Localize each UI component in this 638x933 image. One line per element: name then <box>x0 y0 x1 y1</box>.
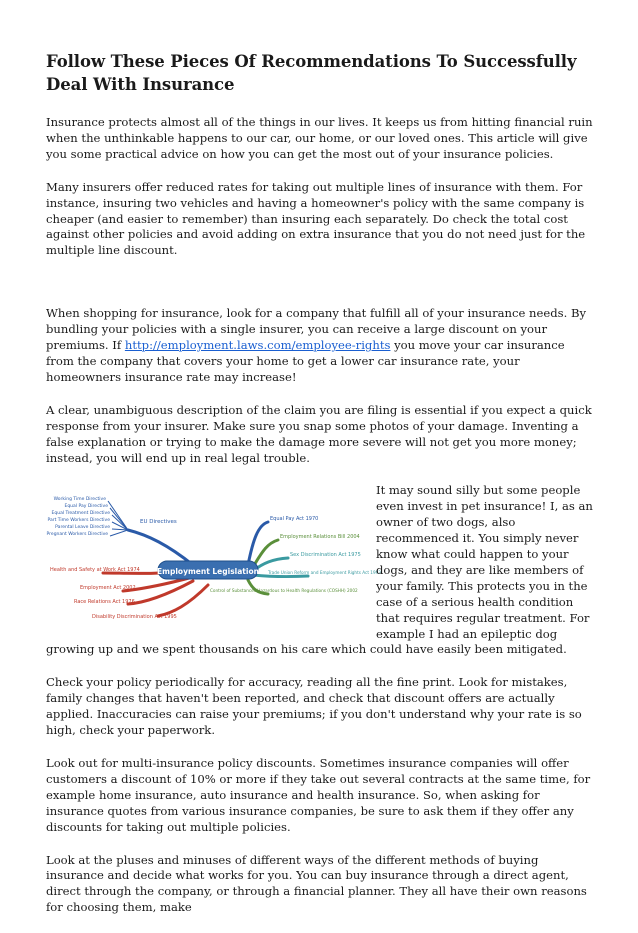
eu-item-2: Equal Pay Directive <box>64 504 108 510</box>
paragraph-8: Look at the pluses and minuses of different ways of the different methods of buying insurance and decide what works for you. You can buy insurance through a direct agent, direct through the company, or through a financial planner. They all have their own reasons for choosing them, make <box>46 852 587 915</box>
center-label: Employment Legislation <box>157 567 259 577</box>
left-branch-1: Health and Safety at Work Act 1974 <box>50 567 140 574</box>
paragraph-7: Look out for multi-insurance policy discounts. Sometimes insurance companies will offer customers a discount of 10% or more if they take out several contracts at the same time, for example home insurance, auto insurance and health insurance. So, when asking for insurance quotes from various insurance companies, be sure to ask them if they offer any discounts for taking out multiple policies. <box>46 756 591 834</box>
eu-item-3: Equal Treatment Directive <box>51 511 110 517</box>
right-branch-4: Trade Union Reform and Employment Rights Act 1993 <box>268 570 381 576</box>
paragraph-4: A clear, unambiguous description of the claim you are filing is essential if you expect a quick response from your insurer. Make sure you snap some photos of your damage. Inventing a false explanation or trying to make the damage more severe will not get you more money; instead, you will end up in real legal trouble. <box>46 402 592 465</box>
eu-item-1: Working Time Directive <box>53 497 106 503</box>
eu-item-5: Parental Leave Directive <box>55 525 110 531</box>
paragraph-2: Many insurers offer reduced rates for taking out multiple lines of insurance with them. For instance, insuring two vehicles and having a homeowner's policy with the same company is cheaper (and easier to remember) than insuring each separately. Do check the total cost against other policies and avoid adding on extra insurance that you do not need just for the multiple line discount. <box>46 179 586 258</box>
branch-disability <box>158 585 208 616</box>
eu-item-6: Pregnant Workers Directive <box>46 532 108 538</box>
paragraph-3-text-a: When shopping for insurance, look for a company that fulfill all of your insurance needs. By bundling your policies with a single insurer, you can receive a large discount on your premiums. If <box>46 306 587 353</box>
page-title: Follow These Pieces Of Recommendations To Successfully Deal With Insurance <box>46 52 577 94</box>
branch-tradeunion <box>253 575 308 577</box>
left-branch-4: Disability Discrimination Act 1995 <box>92 614 177 621</box>
right-branch-5: Control of Substances Hazardous to Health Regulations (COSHH) 2002 <box>210 588 358 594</box>
spacer <box>46 276 594 306</box>
right-branch-2: Employment Relations Bill 2004 <box>280 534 360 541</box>
mindmap-svg <box>46 485 381 627</box>
paragraph-3 <box>46 306 594 386</box>
eu-item-4: Part Time Workers Directive <box>47 518 110 524</box>
right-branch-1: Equal Pay Act 1970 <box>270 516 319 523</box>
paragraph-5: It may sound silly but some people even invest in pet insurance! I, as an owner of two dogs, also recommenced it. You simply never know what could happen to your dogs, and they are like members of your family. This protects you in the case of a serious health condition that requires regular treatment. For example I had an epileptic dog growing up and we spent thousands on his care which could have easily been mitigated. <box>46 483 593 657</box>
branch-eu <box>128 530 193 565</box>
paragraph-3-text-b: you move your car insurance from the company that covers your home to get a lower car insurance rate, your homeowners insurance rate may increase! <box>46 338 565 384</box>
paragraph-6: Check your policy periodically for accuracy, reading all the fine print. Look for mistakes, family changes that haven't been reported, and check that discount offers are actually applied. Inaccuracies can raise your premiums; if you don't understand why your rate is so high, check your paperwork. <box>46 675 582 738</box>
right-branch-3: Sex Discrimination Act 1975 <box>290 552 361 559</box>
eu-group-label: EU Directives <box>140 519 177 526</box>
left-branch-3: Race Relations Act 1976 <box>74 599 135 606</box>
figure-section <box>46 483 594 675</box>
employment-legislation-mindmap <box>46 485 381 627</box>
left-branch-2: Employment Act 2002 <box>80 585 136 592</box>
document-page <box>46 50 594 933</box>
employee-rights-link[interactable]: http://employment.laws.com/employee-rights <box>124 338 391 353</box>
paragraph-1: Insurance protects almost all of the things in our lives. It keeps us from hitting financial ruin when the unthinkable happens to our car, our home, or our loved ones. This article will give you some practical advice on how you can get the most out of your insurance policies. <box>46 115 593 161</box>
